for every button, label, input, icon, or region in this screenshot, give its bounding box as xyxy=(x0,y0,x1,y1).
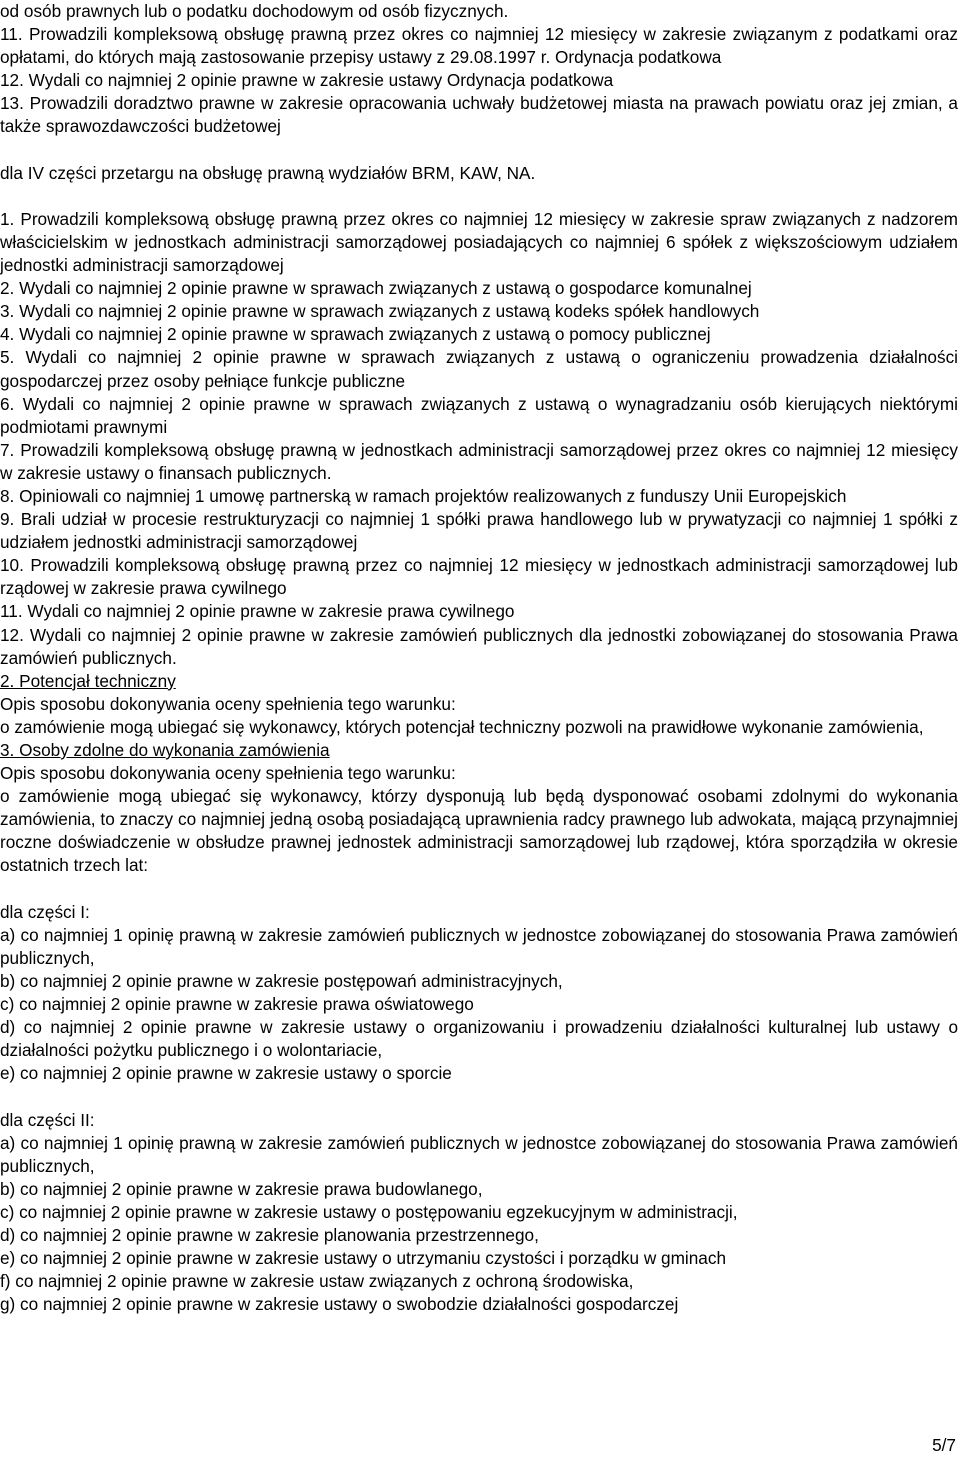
part-iv-item-5: 5. Wydali co najmniej 2 opinie prawne w sprawach związanych z ustawą o ograniczeniu prowadzenia działalności gospodarczej przez osoby pełniące funkcje publiczne xyxy=(0,347,958,391)
part-iv-item-10: 10. Prowadzili kompleksową obsługę prawną przez co najmniej 12 miesięcy w jednostkach administracji samorządowej lub rządowej w zakresie prawa cywilnego xyxy=(0,555,958,599)
part-ii-item-g: g) co najmniej 2 opinie prawne w zakresie ustawy o swobodzie działalności gospodarczej xyxy=(0,1294,679,1315)
part-iv-item-3: 3. Wydali co najmniej 2 opinie prawne w sprawach związanych z ustawą kodeks spółek handlowych xyxy=(0,301,760,322)
part-ii-item-c: c) co najmniej 2 opinie prawne w zakresie ustawy o postępowaniu egzekucyjnym w administracji, xyxy=(0,1201,738,1222)
blank-line xyxy=(0,1085,958,1108)
item-11-tax-law-service: 11. Prowadzili kompleksową obsługę prawną przez okres co najmniej 12 miesięcy w zakresie związanym z podatkami oraz opłatami, do których mają zastosowanie przepisy ustawy z 29.08.1997 r. Ordynacja podatkowa xyxy=(0,24,958,68)
part-ii-item-b: b) co najmniej 2 opinie prawne w zakresie prawa budowlanego, xyxy=(0,1178,483,1199)
part-ii-item-e: e) co najmniej 2 opinie prawne w zakresie ustawy o utrzymaniu czystości i porządku w gminach xyxy=(0,1248,727,1269)
item-13-budget-advisory: 13. Prowadzili doradztwo prawne w zakresie opracowania uchwały budżetowej miasta na prawach powiatu oraz jej zmian, a także sprawozdawczości budżetowej xyxy=(0,93,958,137)
part-i-item-e: e) co najmniej 2 opinie prawne w zakresie ustawy o sporcie xyxy=(0,1063,452,1084)
part-iv-item-12: 12. Wydali co najmniej 2 opinie prawne w zakresie zamówień publicznych dla jednostki zobowiązanej do stosowania Prawa zamówień publicznych. xyxy=(0,624,958,668)
blank-line xyxy=(0,185,958,208)
part-iv-item-1: 1. Prowadzili kompleksową obsługę prawną przez okres co najmniej 12 miesięcy w zakresie spraw związanych z nadzorem właścicielskim w jednostkach administracji samorządowej posiadających co najmniej 6 spółek z większościowym udziałem jednostki administracji samorządowej xyxy=(0,208,958,276)
section-2-assessment-label: Opis sposobu dokonywania oceny spełnienia tego warunku: xyxy=(0,693,456,714)
part-i-item-a: a) co najmniej 1 opinię prawną w zakresie zamówień publicznych w jednostce zobowiązanej do stosowania Prawa zamówień publicznych, xyxy=(0,924,958,968)
part-ii-item-d: d) co najmniej 2 opinie prawne w zakresie planowania przestrzennego, xyxy=(0,1224,539,1245)
page-number: 5/7 xyxy=(932,1435,956,1455)
section-3-assessment-label: Opis sposobu dokonywania oceny spełnienia tego warunku: xyxy=(0,763,456,784)
blank-line xyxy=(0,139,958,162)
part-ii-item-f: f) co najmniej 2 opinie prawne w zakresie ustaw związanych z ochroną środowiska, xyxy=(0,1271,634,1292)
part-iv-item-4: 4. Wydali co najmniej 2 opinie prawne w sprawach związanych z ustawą o pomocy publicznej xyxy=(0,324,711,345)
section-2-description: o zamówienie mogą ubiegać się wykonawcy, których potencjał techniczny pozwoli na prawidłowe wykonanie zamówienia, xyxy=(0,716,924,737)
part-i-item-d: d) co najmniej 2 opinie prawne w zakresie ustawy o organizowaniu i prowadzeniu działalności kulturalnej lub ustawy o działalności pożytku publicznego i o wolontariacie, xyxy=(0,1017,958,1061)
part-iv-item-9: 9. Brali udział w procesie restrukturyzacji co najmniej 1 spółki prawa handlowego lub w prywatyzacji co najmniej 1 spółki z udziałem jednostki administracji samorządowej xyxy=(0,509,958,553)
part-iv-item-6: 6. Wydali co najmniej 2 opinie prawne w sprawach związanych z ustawą o wynagradzaniu osób kierujących niektórymi podmiotami prawnymi xyxy=(0,393,958,437)
part-ii-heading: dla części II: xyxy=(0,1109,95,1130)
part-iv-item-2: 2. Wydali co najmniej 2 opinie prawne w sprawach związanych z ustawą o gospodarce komunalnej xyxy=(0,278,752,299)
part-iv-item-7: 7. Prowadzili kompleksową obsługę prawną w jednostkach administracji samorządowej przez okres co najmniej 12 miesięcy w zakresie ustawy o finansach publicznych. xyxy=(0,439,958,483)
part-i-item-c: c) co najmniej 2 opinie prawne w zakresie prawa oświatowego xyxy=(0,994,474,1015)
part-iv-heading: dla IV części przetargu na obsługę prawną wydziałów BRM, KAW, NA. xyxy=(0,162,536,183)
paragraph-continuation-taxes: od osób prawnych lub o podatku dochodowym od osób fizycznych. xyxy=(0,1,509,21)
part-iv-item-11: 11. Wydali co najmniej 2 opinie prawne w zakresie prawa cywilnego xyxy=(0,601,515,622)
part-i-heading: dla części I: xyxy=(0,901,90,922)
blank-line xyxy=(0,878,958,901)
section-2-heading: 2. Potencjał techniczny xyxy=(0,670,176,691)
part-i-item-b: b) co najmniej 2 opinie prawne w zakresie postępowań administracyjnych, xyxy=(0,970,563,991)
section-3-description: o zamówienie mogą ubiegać się wykonawcy, którzy dysponują lub będą dysponować osobami zdolnymi do wykonania zamówienia, to znaczy co najmniej jedną osobą posiadającą uprawnienia radcy prawnego lub adwokata, mającą przynajmniej roczne doświadczenie w obsłudze prawnej jednostek administracji samorządowej lub rządowej, która sporządziła w okresie ostatnich trzech lat: xyxy=(0,786,958,876)
item-12-tax-opinions: 12. Wydali co najmniej 2 opinie prawne w zakresie ustawy Ordynacja podatkowa xyxy=(0,70,614,91)
section-3-heading: 3. Osoby zdolne do wykonania zamówienia xyxy=(0,740,330,760)
part-ii-item-a: a) co najmniej 1 opinię prawną w zakresie zamówień publicznych w jednostce zobowiązanej do stosowania Prawa zamówień publicznych, xyxy=(0,1132,958,1176)
part-iv-item-8: 8. Opiniowali co najmniej 1 umowę partnerską w ramach projektów realizowanych z funduszy Unii Europejskich xyxy=(0,485,847,506)
